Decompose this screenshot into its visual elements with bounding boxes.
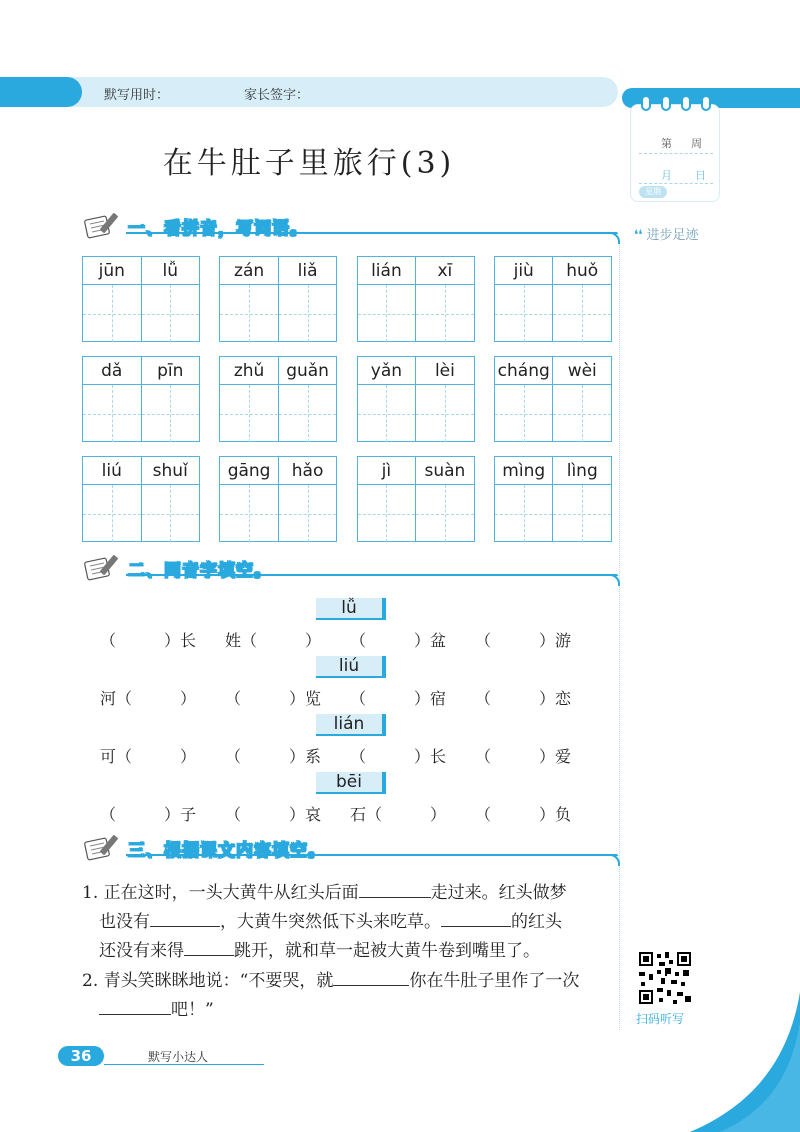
pinyin-row (83, 257, 199, 285)
pinyin-cell: wèi (552, 357, 611, 384)
char-cell[interactable] (278, 485, 337, 542)
pen-paper-icon (82, 552, 130, 582)
qr-code-icon[interactable] (637, 950, 693, 1006)
calendar-ring (681, 95, 691, 111)
homophone-line (100, 628, 600, 651)
char-cell[interactable] (141, 285, 200, 342)
fill-blank-item[interactable]: （ ）恋 (475, 689, 572, 708)
pinyin-row (495, 257, 611, 285)
pen-paper-icon (82, 832, 130, 862)
pinyin-row (358, 257, 474, 285)
section1-heading: 一、看拼音，写词语。 (128, 219, 308, 239)
fill-blank-item[interactable]: （ ）游 (475, 631, 572, 650)
pinyin-cell: xī (415, 257, 474, 284)
calendar-divider (639, 153, 713, 154)
word-box[interactable] (494, 256, 612, 342)
question-2 (82, 966, 622, 1024)
pinyin-row (495, 357, 611, 385)
fill-blank-item[interactable]: （ ）长 (350, 747, 447, 766)
char-cell[interactable] (141, 485, 200, 542)
char-cell[interactable] (415, 485, 474, 542)
pinyin-row (358, 457, 474, 485)
char-cell[interactable] (495, 385, 553, 442)
page-number: 36 (58, 1046, 104, 1066)
word-box[interactable] (357, 256, 475, 342)
fill-blank-item[interactable]: （ ）盆 (350, 631, 447, 650)
pinyin-cell: jì (381, 461, 392, 481)
word-box[interactable] (494, 456, 612, 542)
char-row (495, 385, 611, 442)
qr-label: 扫码听写 (636, 1012, 685, 1026)
pinyin-row (495, 457, 611, 485)
fill-blank-item[interactable]: （ ）系 (225, 747, 322, 766)
pinyin-cell: shuǐ (141, 457, 200, 484)
char-row (220, 285, 336, 342)
pinyin-cell: huǒ (552, 257, 611, 284)
homophone-pinyin: liú (316, 656, 386, 678)
header-bar (0, 77, 618, 107)
day-label: 日 (695, 169, 706, 182)
pinyin-cell: yǎn (370, 361, 403, 381)
section-heading (78, 210, 618, 240)
question-text: 跳开，就和草一起被大黄牛卷到嘴里了。 (234, 941, 540, 961)
date-calendar (630, 104, 720, 202)
word-box[interactable] (82, 256, 200, 342)
char-cell[interactable] (141, 385, 200, 442)
week-label: 第 (661, 137, 672, 150)
word-box[interactable] (357, 456, 475, 542)
question-text: 走过来。红头做梦 (430, 883, 567, 903)
pinyin-row (83, 457, 199, 485)
answer-blank[interactable] (99, 995, 171, 1015)
heading-underline (126, 574, 618, 576)
week-unit: 周 (691, 137, 702, 150)
char-cell[interactable] (552, 285, 611, 342)
pinyin-word-grid (82, 256, 612, 556)
calendar-ring (661, 95, 671, 111)
fill-blank-item[interactable]: （ ）览 (225, 689, 322, 708)
fill-blank-item[interactable]: 可（ ） (100, 747, 197, 766)
pinyin-cell: pīn (141, 357, 200, 384)
char-cell[interactable] (552, 485, 611, 542)
pinyin-cell: lìng (552, 457, 611, 484)
char-row (220, 385, 336, 442)
pinyin-cell: dǎ (101, 361, 123, 381)
progress-note-text: 进步足迹 (646, 228, 699, 243)
word-box[interactable] (219, 256, 337, 342)
answer-blank[interactable] (184, 936, 234, 956)
question-1 (82, 878, 622, 965)
homophone-line (100, 802, 600, 825)
char-cell[interactable] (83, 285, 141, 342)
char-row (220, 485, 336, 542)
char-row (83, 385, 199, 442)
char-row (83, 285, 199, 342)
grid-row (82, 456, 612, 542)
char-cell[interactable] (278, 385, 337, 442)
fill-blank-item[interactable]: 石（ ） (350, 805, 447, 824)
fill-blank-item[interactable]: （ ）负 (475, 805, 572, 824)
dictation-time-label: 默写用时： (104, 88, 170, 103)
fill-blank-item[interactable]: （ ）长 (100, 631, 197, 650)
fill-blank-item[interactable]: （ ）爱 (475, 747, 572, 766)
pinyin-cell: lián (371, 261, 402, 281)
fill-blank-item[interactable]: （ ）子 (100, 805, 197, 824)
char-row (83, 485, 199, 542)
grid-row (82, 256, 612, 342)
char-cell[interactable] (358, 385, 416, 442)
homophone-exercise (100, 598, 600, 838)
char-cell[interactable] (495, 485, 553, 542)
progress-note (634, 224, 699, 243)
word-box[interactable] (357, 356, 475, 442)
pinyin-cell: cháng (497, 361, 550, 381)
section-heading (78, 552, 618, 582)
word-box[interactable] (82, 456, 200, 542)
homophone-pinyin: lǚ (316, 598, 386, 620)
fill-blank-item[interactable]: 河（ ） (100, 689, 197, 708)
char-cell[interactable] (358, 485, 416, 542)
answer-blank[interactable] (441, 907, 511, 927)
char-cell[interactable] (278, 285, 337, 342)
question-text: 1. 正在这时，一头大黄牛从红头后面 (82, 883, 359, 903)
answer-blank[interactable] (359, 878, 431, 898)
question-text: 也没有 (99, 912, 150, 932)
fill-blank-item[interactable]: 姓（ ） (225, 631, 322, 650)
month-label: 月 (661, 169, 672, 182)
char-cell[interactable] (552, 385, 611, 442)
book-title: 默写小达人 (148, 1050, 209, 1064)
pinyin-cell: lǚ (141, 257, 200, 284)
answer-blank[interactable] (333, 966, 409, 986)
pinyin-cell: jiù (513, 261, 534, 281)
pinyin-cell: zán (234, 261, 265, 281)
header-bar-cap (0, 77, 82, 107)
char-cell[interactable] (220, 285, 278, 342)
question-text: 你在牛肚子里作了一次 (409, 971, 580, 991)
char-cell[interactable] (83, 385, 141, 442)
parent-signature-label: 家长签字： (244, 88, 310, 103)
pinyin-cell: jūn (98, 261, 125, 281)
fill-blank-item[interactable]: （ ）宿 (350, 689, 447, 708)
pinyin-row (83, 357, 199, 385)
pinyin-cell: liǎ (278, 257, 337, 284)
char-cell[interactable] (358, 285, 416, 342)
homophone-pinyin: bēi (316, 772, 386, 794)
char-row (495, 285, 611, 342)
pinyin-cell: guǎn (278, 357, 337, 384)
pinyin-row (220, 457, 336, 485)
homophone-line (100, 686, 600, 709)
footprint-icon: ❛❛ (634, 228, 643, 243)
pinyin-row (220, 257, 336, 285)
pinyin-cell: lèi (415, 357, 474, 384)
word-box[interactable] (82, 356, 200, 442)
pinyin-row (358, 357, 474, 385)
char-row (358, 285, 474, 342)
corner-wave-decoration (690, 992, 800, 1132)
pinyin-cell: hǎo (278, 457, 337, 484)
pinyin-cell: liú (101, 461, 122, 481)
weekday-badge: 星期 (639, 186, 667, 198)
word-box[interactable] (494, 356, 612, 442)
pinyin-cell: zhǔ (233, 361, 265, 381)
answer-blank[interactable] (150, 907, 220, 927)
section2-heading: 二、同音字填空。 (128, 561, 272, 581)
question-text: 2. 青头笑眯眯地说：“不要哭，就 (82, 971, 334, 991)
pinyin-cell: mìng (502, 461, 546, 481)
heading-underline (126, 854, 618, 856)
pinyin-cell: gāng (227, 461, 271, 481)
homophone-line (100, 744, 600, 767)
char-cell[interactable] (415, 385, 474, 442)
calendar-divider (639, 183, 713, 184)
page-title: 在牛肚子里旅行(3) (162, 146, 456, 181)
homophone-pinyin: lián (316, 714, 386, 736)
fill-blank-item[interactable]: （ ）哀 (225, 805, 322, 824)
char-cell[interactable] (220, 385, 278, 442)
pen-paper-icon (82, 210, 130, 240)
section-heading (78, 832, 618, 862)
question-text: 的红头 (511, 912, 562, 932)
grid-row (82, 356, 612, 442)
heading-underline (126, 232, 618, 234)
char-cell[interactable] (83, 485, 141, 542)
pinyin-cell: suàn (415, 457, 474, 484)
char-row (495, 485, 611, 542)
word-box[interactable] (219, 356, 337, 442)
char-row (358, 385, 474, 442)
word-box[interactable] (219, 456, 337, 542)
pinyin-row (220, 357, 336, 385)
footer-line (104, 1064, 264, 1065)
char-cell[interactable] (415, 285, 474, 342)
question-text: 还没有来得 (99, 941, 184, 961)
char-row (358, 485, 474, 542)
calendar-ring (641, 95, 651, 111)
section3-heading: 三、根据课文内容填空。 (128, 841, 326, 861)
question-text: ，大黄牛突然低下头来吃草。 (220, 912, 441, 932)
calendar-ring (701, 95, 711, 111)
char-cell[interactable] (220, 485, 278, 542)
question-text: 吧！” (171, 1000, 214, 1020)
char-cell[interactable] (495, 285, 553, 342)
